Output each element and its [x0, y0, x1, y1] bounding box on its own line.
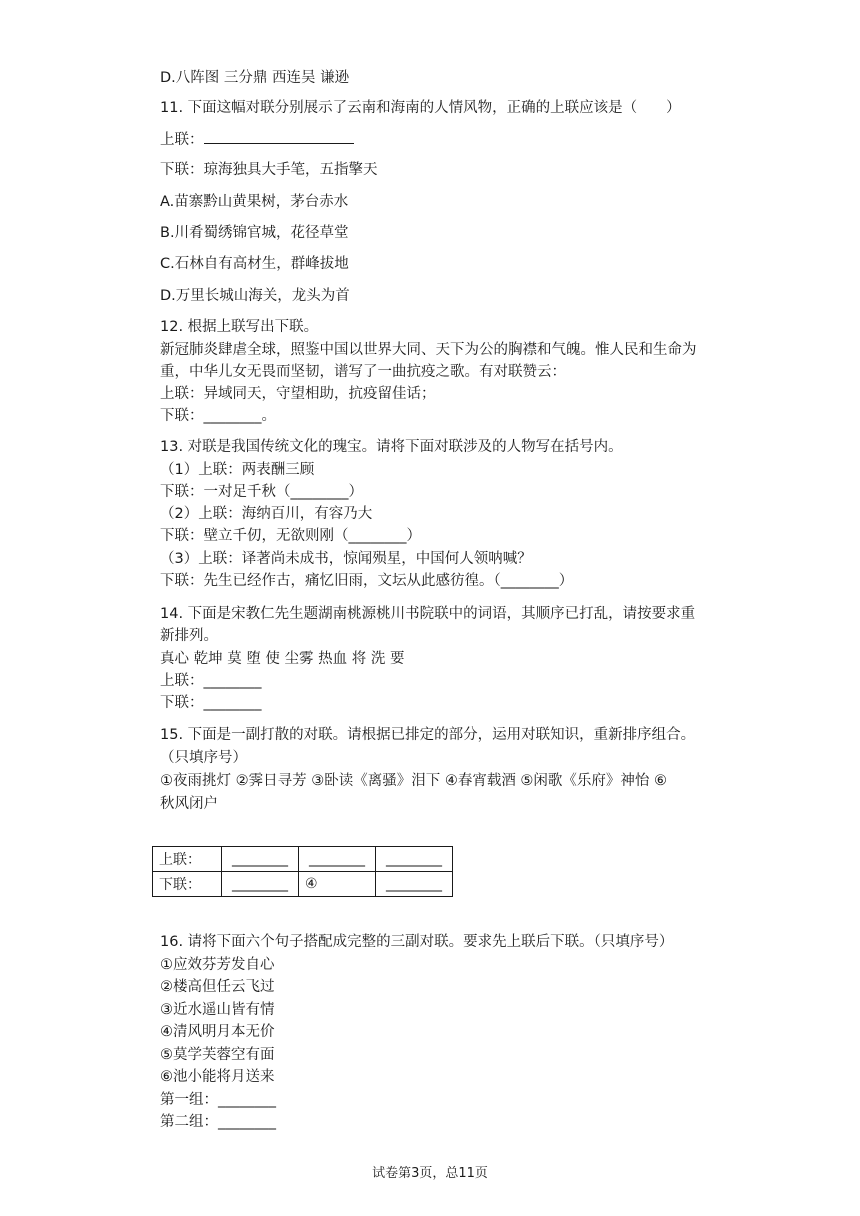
q16-item-2: ②楼高但任云飞过 [160, 979, 275, 995]
table-cell[interactable]: ________ [376, 872, 453, 897]
q16-item-3: ③近水遥山皆有情 [160, 1002, 275, 1018]
table-cell-lower-label: 下联： [153, 872, 222, 897]
table-cell[interactable]: ________ [376, 847, 453, 872]
table-cell[interactable]: ________ [222, 847, 299, 872]
q16-group-1: 第一组：________ [160, 1092, 276, 1108]
q11-stem: 11. 下面这幅对联分别展示了云南和海南的人情风物，正确的上联应该是（ ） [160, 100, 681, 116]
table-row [153, 872, 453, 897]
q13-3-upper: （3）上联：译著尚未成书，惊闻殒星，中国何人领呐喊？ [160, 551, 532, 567]
table-row [153, 847, 453, 872]
q11-option-b: B.川肴蜀绣锦官城，花径草堂 [160, 225, 349, 241]
q13-3-lower: 下联：先生已经作古，痛忆旧雨，文坛从此感彷徨。（________） [160, 573, 574, 589]
q11-upper-blank-line [160, 129, 354, 150]
q16-item-4: ④清风明月本无价 [160, 1024, 275, 1040]
q12-lower: 下联：________。 [160, 408, 276, 424]
q14-stem-2: 新排列。 [160, 628, 218, 644]
q15-answer-table [152, 846, 453, 897]
page-footer: 试卷第3页，总11页 [372, 1166, 488, 1181]
q12-passage-2: 重，中华儿女无畏而坚韧，谱写了一曲抗疫之歌。有对联赞云： [160, 364, 566, 380]
q12-upper: 上联：异域同天，守望相助，抗疫留佳话； [160, 386, 436, 402]
q13-1-upper: （1）上联：两表酬三顾 [160, 462, 315, 478]
q16-item-1: ①应效芬芳发自心 [160, 957, 275, 973]
q15-stem-2: （只填序号） [160, 750, 247, 766]
q13-1-lower: 下联：一对足千秋（________） [160, 484, 363, 500]
q11-upper-blank[interactable] [204, 129, 354, 144]
q11-option-c: C.石林自有高材生，群峰拔地 [160, 256, 349, 272]
q10-option-d: D.八阵图 三分鼎 西连吴 谦逊 [160, 70, 350, 86]
q15-stem-1: 15. 下面是一副打散的对联。请根据已排定的部分，运用对联知识，重新排序组合。 [160, 727, 696, 743]
q11-option-d: D.万里长城山海关，龙头为首 [160, 288, 350, 304]
q13-stem: 13. 对联是我国传统文化的瑰宝。请将下面对联涉及的人物写在括号内。 [160, 439, 623, 455]
q11-option-a: A.苗寨黔山黄果树，茅台赤水 [160, 194, 349, 210]
q14-upper: 上联：________ [160, 673, 262, 689]
table-cell-upper-label: 上联： [153, 847, 222, 872]
q16-stem: 16. 请将下面六个句子搭配成完整的三副对联。要求先上联后下联。（只填序号） [160, 934, 674, 950]
q14-lower: 下联：________ [160, 695, 262, 711]
q16-item-6: ⑥池小能将月送来 [160, 1069, 275, 1085]
q13-2-lower: 下联：壁立千仞，无欲则刚（________） [160, 528, 421, 544]
table-cell[interactable]: ________ [299, 847, 376, 872]
q16-group-2: 第二组：________ [160, 1114, 276, 1130]
q11-lower: 下联：琼海独具大手笔，五指擎天 [160, 162, 378, 178]
q14-words: 真心 乾坤 莫 堕 使 尘雾 热血 将 洗 要 [160, 651, 405, 667]
table-cell: ④ [299, 872, 376, 897]
q14-stem-1: 14. 下面是宋教仁先生题湖南桃源桃川书院联中的词语，其顺序已打乱，请按要求重 [160, 606, 696, 622]
q15-items-1: ①夜雨挑灯 ②霁日寻芳 ③卧读《离骚》泪下 ④春宵载酒 ⑤闲歌《乐府》神怡 ⑥ [160, 773, 668, 789]
q13-2-upper: （2）上联：海纳百川，有容乃大 [160, 506, 373, 522]
q15-items-2: 秋风闭户 [160, 796, 218, 812]
q11-upper-label: 上联： [160, 132, 204, 148]
table-cell[interactable]: ________ [222, 872, 299, 897]
q12-stem: 12. 根据上联写出下联。 [160, 319, 319, 335]
q12-passage-1: 新冠肺炎肆虐全球，照鉴中国以世界大同、天下为公的胸襟和气魄。惟人民和生命为 [160, 342, 697, 358]
q16-item-5: ⑤莫学芙蓉空有面 [160, 1047, 275, 1063]
